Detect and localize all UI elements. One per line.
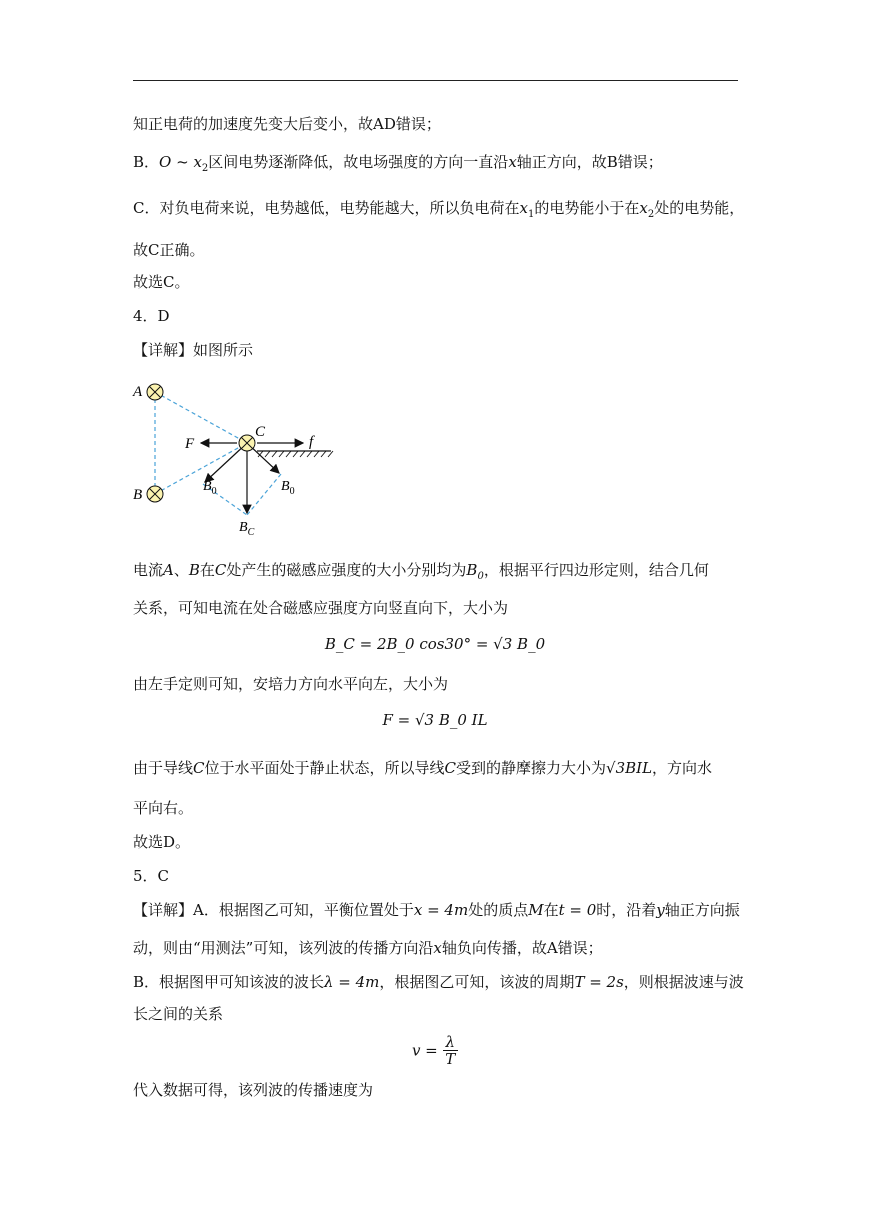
- text-line: 故C正确。: [133, 241, 205, 259]
- text-line: 故选C。: [133, 273, 190, 291]
- label-a: A: [133, 384, 143, 400]
- text-line: 由于导线C位于水平面处于静止状态，所以导线C受到的静摩擦力大小为√3BIL，方向水: [133, 759, 713, 777]
- text-line: B．O ~ $x_2$区间电势逐渐降低，故电场强度的方向一直沿x轴正方向，故B错误；: [133, 153, 663, 174]
- label-bc: $B_C$: [239, 520, 255, 538]
- equation-f: F = √3 B_0 IL: [382, 711, 488, 729]
- text-line: 动，则由“用测法”可知，该列波的传播方向沿x轴负向传播，故A错误；: [133, 939, 603, 957]
- text-line: B．根据图甲可知该波的波长λ = 4m，根据图乙可知，该波的周期T = 2s，则根据波速与波: [133, 973, 744, 991]
- equation-bc: B_C = 2B_0 cos30° = √3 B_0: [324, 635, 546, 653]
- equation-wave-speed: v = $\frac{\lambda}{T}$: [0, 1034, 870, 1067]
- dashed-line-bc: [155, 443, 247, 494]
- label-c: C: [255, 424, 266, 440]
- wire-c-icon: [239, 435, 255, 451]
- dashed-parallelogram-right: [247, 474, 281, 515]
- wire-a-icon: [147, 384, 163, 400]
- dashed-line-ac: [155, 392, 247, 443]
- text-line: 代入数据可得，该列波的传播速度为: [133, 1081, 374, 1099]
- label-friction: f: [309, 434, 314, 450]
- text-line: 平向右。: [133, 799, 194, 817]
- header-rule: [133, 80, 738, 81]
- text-line: 【详解】A．根据图乙可知，平衡位置处于x = 4m处的质点M在t = 0时，沿着y轴正方向振: [133, 901, 740, 919]
- fraction: $\frac{\lambda}{T}$: [443, 1034, 459, 1067]
- label-b0-left: $B_0$: [203, 479, 217, 497]
- label-b: B: [133, 487, 143, 503]
- label-b0-right: $B_0$: [281, 479, 295, 497]
- text-line: 【详解】如图所示: [133, 341, 254, 359]
- wire-b-icon: [147, 486, 163, 502]
- text-line: 关系，可知电流在处合磁感应强度方向竖直向下，大小为: [133, 599, 509, 617]
- text-line: 电流A、B在C处产生的磁感应强度的大小分别均为$B_0$，根据平行四边形定则，结合几何: [133, 561, 709, 582]
- text-line: C．对负电荷来说，电势越低，电势能越大，所以负电荷在$x_1$的电势能小于在$x_2$处的电势能，: [133, 199, 745, 220]
- question-number: 5．C: [133, 867, 170, 885]
- ground-hatch: [258, 451, 333, 457]
- text-line: 知正电荷的加速度先变大后变小，故AD错误；: [133, 115, 441, 133]
- magnetic-field-figure: [125, 372, 345, 547]
- text-line: 由左手定则可知，安培力方向水平向左，大小为: [133, 675, 449, 693]
- text-line: 故选D。: [133, 833, 191, 851]
- text-line: 长之间的关系: [133, 1005, 224, 1023]
- question-number: 4．D: [133, 307, 170, 325]
- label-force-f: F: [185, 436, 195, 452]
